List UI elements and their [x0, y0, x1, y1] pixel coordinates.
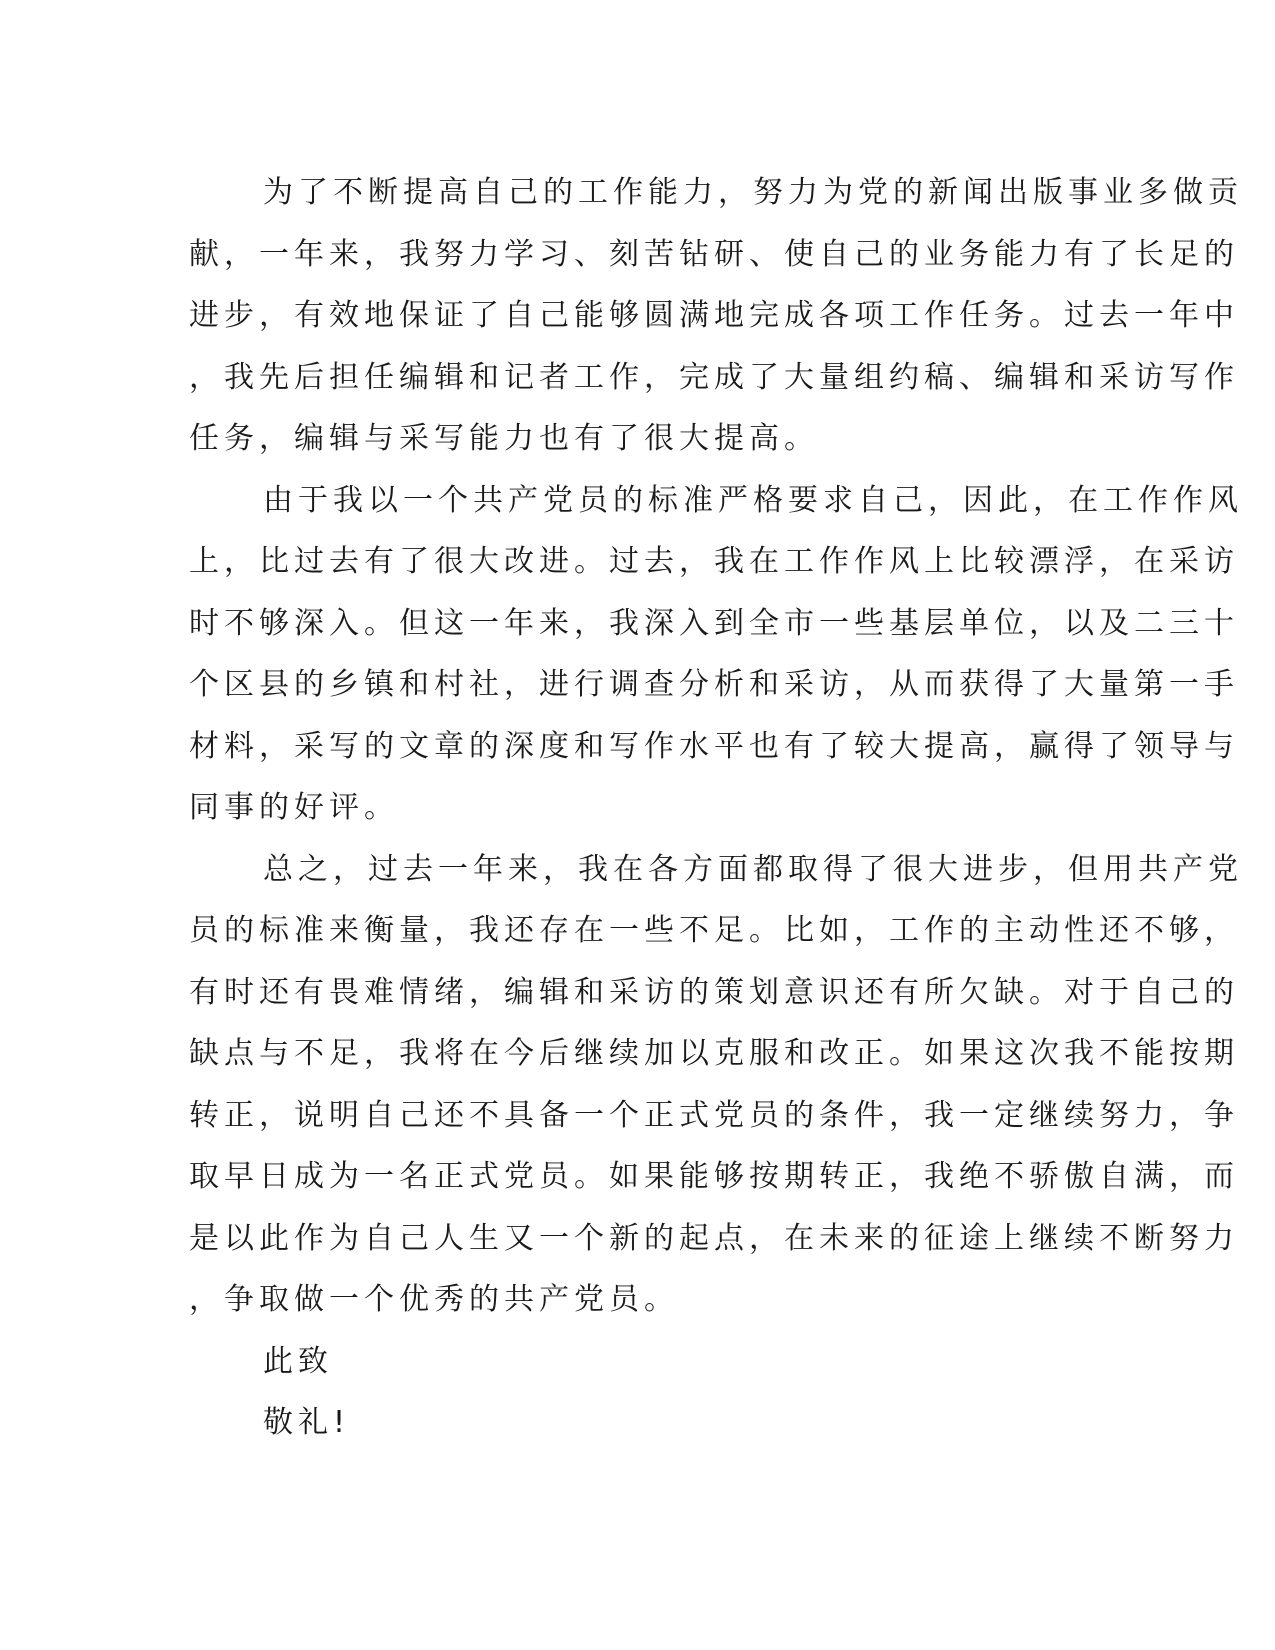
- text-line: 为了不断提高自己的工作能力，努力为党的新闻出版事业多做贡: [263, 175, 1243, 210]
- text-line: ，争取做一个优秀的共产党员。: [189, 1282, 679, 1317]
- text-line: 有时还有畏难情绪，编辑和采访的策划意识还有所欠缺。对于自己的: [189, 974, 1239, 1010]
- text-line: 同事的好评。: [189, 790, 399, 825]
- text-line: 时不够深入。但这一年来，我深入到全市一些基层单位，以及二三十: [189, 605, 1239, 641]
- text-line: ，我先后担任编辑和记者工作，完成了大量组约稿、编辑和采访写作: [189, 359, 1239, 395]
- text-line: 个区县的乡镇和村社，进行调查分析和采访，从而获得了大量第一手: [189, 667, 1239, 702]
- text-line: 缺点与不足，我将在今后继续加以克服和改正。如果这次我不能按期: [189, 1036, 1239, 1071]
- closing-salutation: 此致: [263, 1343, 333, 1379]
- text-line: 总之，过去一年来，我在各方面都取得了很大进步，但用共产党: [263, 851, 1243, 887]
- text-line: 由于我以一个共产党员的标准严格要求自己，因此，在工作作风: [263, 482, 1243, 518]
- text-line: 任务，编辑与采写能力也有了很大提高。: [189, 421, 819, 456]
- text-line: 献，一年来，我努力学习、刻苦钻研、使自己的业务能力有了长足的: [189, 236, 1239, 272]
- text-line: 取早日成为一名正式党员。如果能够按期转正，我绝不骄傲自满，而: [189, 1159, 1239, 1194]
- text-line: 转正，说明自己还不具备一个正式党员的条件，我一定继续努力，争: [189, 1097, 1239, 1133]
- text-line: 上，比过去有了很大改进。过去，我在工作作风上比较漂浮，在采访: [189, 544, 1239, 579]
- document-body: [189, 162, 1243, 1454]
- text-line: 员的标准来衡量，我还存在一些不足。比如，工作的主动性还不够，: [189, 913, 1239, 948]
- text-line: 进步，有效地保证了自己能够圆满地完成各项工作任务。过去一年中: [189, 298, 1239, 333]
- text-line: 材料，采写的文章的深度和写作水平也有了较大提高，赢得了领导与: [189, 728, 1239, 764]
- text-line: 是以此作为自己人生又一个新的起点，在未来的征途上继续不断努力: [189, 1220, 1239, 1256]
- closing-regards: 敬礼!: [263, 1405, 351, 1440]
